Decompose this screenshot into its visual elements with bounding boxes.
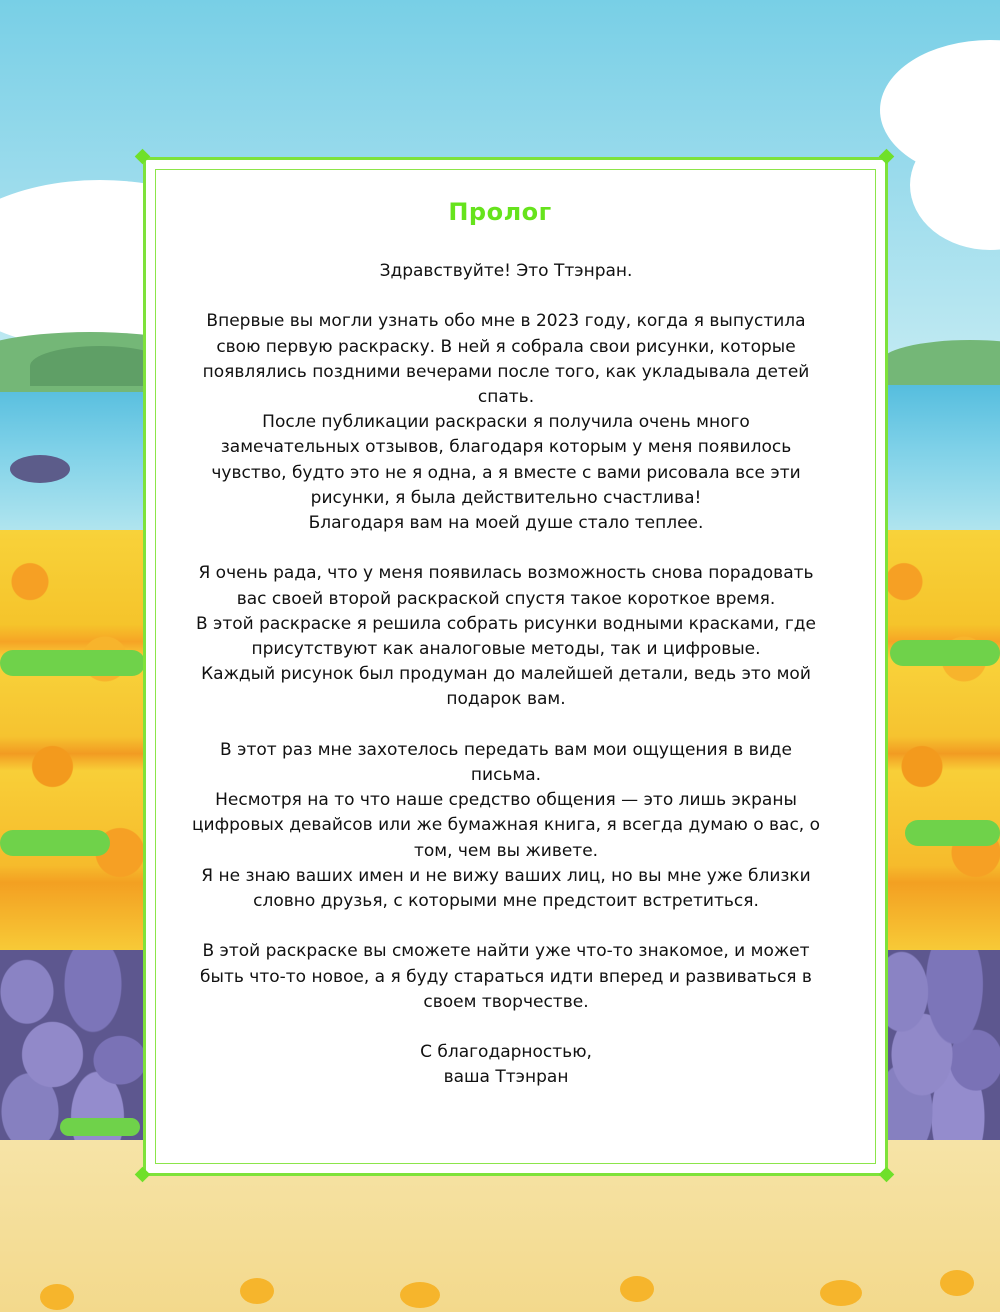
grass (905, 820, 1000, 846)
stone-wall-right (880, 950, 1000, 1140)
sentence: В этой раскраске вы сможете найти уже что-то знакомое, и может быть что-то новое, а я буду стараться идти вперед и развиваться в своем творчестве. (200, 941, 812, 1012)
sentence: В этот раз мне захотелось передать вам мои ощущения в виде письма. (220, 739, 792, 786)
flower (400, 1282, 440, 1308)
paragraph (190, 259, 822, 284)
closing-line: С благодарностью, (420, 1042, 592, 1063)
grass (0, 830, 110, 856)
sentence: Я не знаю ваших имен и не вижу ваших лиц, но вы мне уже близки словно друзья, с которыми мне предстоит встретиться. (201, 865, 811, 912)
sentence: Я очень рада, что у меня появилась возможность снова порадовать вас своей второй раскраской спустя такое короткое время. (198, 563, 814, 609)
sentence: Впервые вы могли узнать обо мне в 2023 году, когда я выпустила свою первую раскраску. В ней я собрала свои рисунки, которые появлялись поздними вечерами после того, как укладывала детей спать. (202, 311, 810, 407)
page-title: Пролог (448, 198, 552, 226)
paragraph (190, 309, 822, 536)
stone-wall-left (0, 950, 150, 1140)
letter-body (190, 259, 822, 1116)
sentence: Благодаря вам на моей душе стало теплее. (308, 513, 704, 534)
closing (190, 1040, 822, 1090)
sentence: После публикации раскраски я получила очень много замечательных отзывов, благодаря которым у меня появилось чувство, будто это не я одна, а я вместе с вами рисовала все эти рисунки, я была действительно счастлива! (211, 412, 801, 508)
flower (40, 1284, 74, 1310)
sentence: В этой раскраске я решила собрать рисунки водными красками, где присутствуют как аналоговые методы, так и цифровые. (195, 613, 816, 660)
sentence: Несмотря на то что наше средство общения — это лишь экраны цифровых девайсов или же бумажная книга, я всегда думаю о вас, о том, чем вы живете. (191, 790, 821, 861)
sentence: Каждый рисунок был продуман до малейшей детали, ведь это мой подарок вам. (201, 664, 811, 710)
signature: ваша Ттэнран (443, 1067, 569, 1088)
rock (10, 455, 70, 483)
grass (60, 1118, 140, 1136)
flower (240, 1278, 274, 1304)
sentence: Здравствуйте! Это Ттэнран. (379, 261, 633, 281)
flower-field-left (0, 530, 150, 960)
grass (0, 650, 145, 676)
flower-field-right (880, 530, 1000, 960)
paragraph (190, 939, 822, 1015)
grass (890, 640, 1000, 666)
flower (940, 1270, 974, 1296)
flower (620, 1276, 654, 1302)
paragraph (190, 738, 822, 914)
flower (820, 1280, 862, 1306)
paragraph (190, 561, 822, 712)
